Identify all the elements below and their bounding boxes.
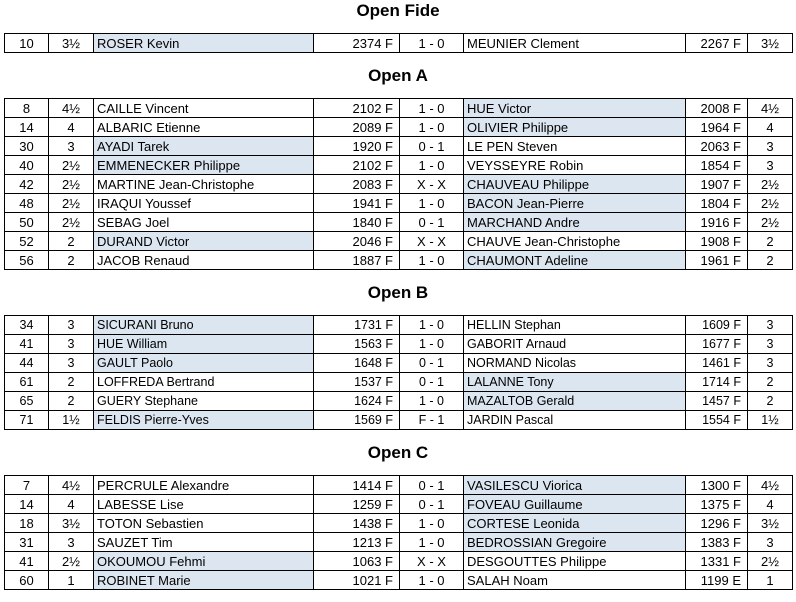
white-rating: 2083 F <box>314 175 400 194</box>
black-player: BEDROSSIAN Gregoire <box>464 533 686 552</box>
table-row <box>5 232 793 251</box>
pairings-table <box>4 475 793 590</box>
white-points: 2½ <box>49 213 94 232</box>
black-rating: 2063 F <box>686 137 748 156</box>
black-player: LALANNE Tony <box>464 373 686 392</box>
black-rating: 1375 F <box>686 495 748 514</box>
white-player: PERCRULE Alexandre <box>94 476 314 495</box>
black-player: VEYSSEYRE Robin <box>464 156 686 175</box>
board-number: 41 <box>5 335 49 354</box>
white-rating: 2046 F <box>314 232 400 251</box>
black-rating: 1961 F <box>686 251 748 270</box>
black-rating: 1461 F <box>686 354 748 373</box>
game-result: X - X <box>400 552 464 571</box>
white-player: LOFFREDA Bertrand <box>94 373 314 392</box>
black-rating: 1296 F <box>686 514 748 533</box>
white-player: SICURANI Bruno <box>94 316 314 335</box>
table-row <box>5 118 793 137</box>
game-result: 1 - 0 <box>400 335 464 354</box>
black-rating: 2267 F <box>686 34 748 53</box>
white-points: 3½ <box>49 514 94 533</box>
table-row <box>5 354 793 373</box>
table-row <box>5 34 793 53</box>
white-rating: 2089 F <box>314 118 400 137</box>
game-result: 1 - 0 <box>400 34 464 53</box>
black-rating: 1907 F <box>686 175 748 194</box>
black-points: 3 <box>748 335 793 354</box>
game-result: 1 - 0 <box>400 251 464 270</box>
board-number: 14 <box>5 495 49 514</box>
board-number: 31 <box>5 533 49 552</box>
game-result: 0 - 1 <box>400 354 464 373</box>
white-points: 3 <box>49 137 94 156</box>
white-player: EMMENECKER Philippe <box>94 156 314 175</box>
black-player: DESGOUTTES Philippe <box>464 552 686 571</box>
black-player: CHAUVE Jean-Christophe <box>464 232 686 251</box>
black-points: 1 <box>748 571 793 590</box>
white-rating: 1569 F <box>314 411 400 430</box>
black-points: 3½ <box>748 514 793 533</box>
white-points: 4 <box>49 118 94 137</box>
black-points: 4 <box>748 495 793 514</box>
black-points: 4½ <box>748 476 793 495</box>
table-row <box>5 137 793 156</box>
board-number: 7 <box>5 476 49 495</box>
white-player: CAILLE Vincent <box>94 99 314 118</box>
white-points: 2½ <box>49 175 94 194</box>
black-rating: 1300 F <box>686 476 748 495</box>
white-rating: 1648 F <box>314 354 400 373</box>
black-player: HELLIN Stephan <box>464 316 686 335</box>
black-rating: 1854 F <box>686 156 748 175</box>
black-player: LE PEN Steven <box>464 137 686 156</box>
white-points: 2½ <box>49 552 94 571</box>
section-title: Open B <box>367 283 429 302</box>
board-number: 8 <box>5 99 49 118</box>
board-number: 48 <box>5 194 49 213</box>
board-number: 18 <box>5 514 49 533</box>
black-points: 2 <box>748 392 793 411</box>
table-row <box>5 373 793 392</box>
black-rating: 1383 F <box>686 533 748 552</box>
game-result: F - 1 <box>400 411 464 430</box>
black-player: HUE Victor <box>464 99 686 118</box>
white-rating: 1021 F <box>314 571 400 590</box>
board-number: 71 <box>5 411 49 430</box>
game-result: X - X <box>400 232 464 251</box>
black-rating: 2008 F <box>686 99 748 118</box>
game-result: 0 - 1 <box>400 137 464 156</box>
white-rating: 1920 F <box>314 137 400 156</box>
black-points: 3 <box>748 316 793 335</box>
game-result: 1 - 0 <box>400 118 464 137</box>
black-points: 2½ <box>748 213 793 232</box>
white-player: ALBARIC Etienne <box>94 118 314 137</box>
game-result: 1 - 0 <box>400 571 464 590</box>
black-points: 3 <box>748 533 793 552</box>
black-player: NORMAND Nicolas <box>464 354 686 373</box>
white-points: 1 <box>49 571 94 590</box>
game-result: 1 - 0 <box>400 316 464 335</box>
white-rating: 1438 F <box>314 514 400 533</box>
board-number: 44 <box>5 354 49 373</box>
black-points: 2 <box>748 373 793 392</box>
pairings-table <box>4 315 793 430</box>
black-rating: 1964 F <box>686 118 748 137</box>
white-points: 2 <box>49 232 94 251</box>
white-rating: 1624 F <box>314 392 400 411</box>
white-player: OKOUMOU Fehmi <box>94 552 314 571</box>
game-result: 1 - 0 <box>400 514 464 533</box>
black-points: 4 <box>748 118 793 137</box>
black-points: 3½ <box>748 34 793 53</box>
black-rating: 1916 F <box>686 213 748 232</box>
section-title: Open Fide <box>356 1 440 20</box>
black-rating: 1609 F <box>686 316 748 335</box>
white-player: DURAND Victor <box>94 232 314 251</box>
white-player: ROSER Kevin <box>94 34 314 53</box>
white-rating: 2102 F <box>314 99 400 118</box>
black-player: FOVEAU Guillaume <box>464 495 686 514</box>
board-number: 42 <box>5 175 49 194</box>
game-result: 0 - 1 <box>400 373 464 392</box>
table-row <box>5 316 793 335</box>
table-row <box>5 476 793 495</box>
white-points: 2 <box>49 373 94 392</box>
white-rating: 1213 F <box>314 533 400 552</box>
white-rating: 1414 F <box>314 476 400 495</box>
section-title: Open A <box>368 66 428 85</box>
white-points: 3 <box>49 335 94 354</box>
table-row <box>5 99 793 118</box>
board-number: 30 <box>5 137 49 156</box>
white-points: 2½ <box>49 156 94 175</box>
black-rating: 1804 F <box>686 194 748 213</box>
white-rating: 1941 F <box>314 194 400 213</box>
white-rating: 1731 F <box>314 316 400 335</box>
table-row <box>5 194 793 213</box>
white-points: 3 <box>49 354 94 373</box>
game-result: 0 - 1 <box>400 495 464 514</box>
table-row <box>5 251 793 270</box>
black-rating: 1908 F <box>686 232 748 251</box>
white-rating: 1887 F <box>314 251 400 270</box>
black-player: VASILESCU Viorica <box>464 476 686 495</box>
white-points: 1½ <box>49 411 94 430</box>
white-rating: 2374 F <box>314 34 400 53</box>
black-player: GABORIT Arnaud <box>464 335 686 354</box>
white-points: 3½ <box>49 34 94 53</box>
white-player: GAULT Paolo <box>94 354 314 373</box>
white-player: AYADI Tarek <box>94 137 314 156</box>
black-rating: 1457 F <box>686 392 748 411</box>
black-points: 3 <box>748 156 793 175</box>
black-points: 2 <box>748 251 793 270</box>
board-number: 41 <box>5 552 49 571</box>
black-points: 3 <box>748 137 793 156</box>
black-rating: 1199 E <box>686 571 748 590</box>
board-number: 14 <box>5 118 49 137</box>
white-player: SEBAG Joel <box>94 213 314 232</box>
black-points: 2½ <box>748 552 793 571</box>
black-player: CHAUVEAU Philippe <box>464 175 686 194</box>
board-number: 60 <box>5 571 49 590</box>
white-player: FELDIS Pierre-Yves <box>94 411 314 430</box>
table-row <box>5 571 793 590</box>
black-points: 4½ <box>748 99 793 118</box>
white-rating: 2102 F <box>314 156 400 175</box>
section-title: Open C <box>367 443 429 462</box>
table-row <box>5 411 793 430</box>
black-player: CHAUMONT Adeline <box>464 251 686 270</box>
black-player: SALAH Noam <box>464 571 686 590</box>
game-result: X - X <box>400 175 464 194</box>
table-row <box>5 213 793 232</box>
black-player: MAZALTOB Gerald <box>464 392 686 411</box>
white-points: 4½ <box>49 476 94 495</box>
table-row <box>5 175 793 194</box>
black-points: 3 <box>748 354 793 373</box>
game-result: 1 - 0 <box>400 533 464 552</box>
black-rating: 1554 F <box>686 411 748 430</box>
pairings-table <box>4 98 793 270</box>
black-rating: 1714 F <box>686 373 748 392</box>
white-player: ROBINET Marie <box>94 571 314 590</box>
black-rating: 1331 F <box>686 552 748 571</box>
white-rating: 1563 F <box>314 335 400 354</box>
white-rating: 1063 F <box>314 552 400 571</box>
table-row <box>5 514 793 533</box>
black-rating: 1677 F <box>686 335 748 354</box>
white-player: TOTON Sebastien <box>94 514 314 533</box>
game-result: 0 - 1 <box>400 476 464 495</box>
board-number: 10 <box>5 34 49 53</box>
game-result: 1 - 0 <box>400 194 464 213</box>
game-result: 0 - 1 <box>400 213 464 232</box>
white-points: 4½ <box>49 99 94 118</box>
table-row <box>5 335 793 354</box>
black-player: CORTESE Leonida <box>464 514 686 533</box>
game-result: 1 - 0 <box>400 156 464 175</box>
black-points: 1½ <box>748 411 793 430</box>
board-number: 34 <box>5 316 49 335</box>
white-points: 2 <box>49 392 94 411</box>
white-rating: 1259 F <box>314 495 400 514</box>
white-points: 2 <box>49 251 94 270</box>
game-result: 1 - 0 <box>400 99 464 118</box>
white-player: HUE William <box>94 335 314 354</box>
white-rating: 1537 F <box>314 373 400 392</box>
white-player: JACOB Renaud <box>94 251 314 270</box>
white-points: 4 <box>49 495 94 514</box>
black-points: 2½ <box>748 175 793 194</box>
game-result: 1 - 0 <box>400 392 464 411</box>
white-points: 2½ <box>49 194 94 213</box>
black-player: MEUNIER Clement <box>464 34 686 53</box>
table-row <box>5 392 793 411</box>
black-player: MARCHAND Andre <box>464 213 686 232</box>
board-number: 56 <box>5 251 49 270</box>
white-points: 3 <box>49 316 94 335</box>
black-player: OLIVIER Philippe <box>464 118 686 137</box>
black-player: JARDIN Pascal <box>464 411 686 430</box>
board-number: 65 <box>5 392 49 411</box>
board-number: 50 <box>5 213 49 232</box>
table-row <box>5 156 793 175</box>
board-number: 52 <box>5 232 49 251</box>
white-player: MARTINE Jean-Christophe <box>94 175 314 194</box>
board-number: 40 <box>5 156 49 175</box>
white-player: SAUZET Tim <box>94 533 314 552</box>
white-points: 3 <box>49 533 94 552</box>
board-number: 61 <box>5 373 49 392</box>
black-points: 2½ <box>748 194 793 213</box>
black-points: 2 <box>748 232 793 251</box>
black-player: BACON Jean-Pierre <box>464 194 686 213</box>
table-row <box>5 533 793 552</box>
white-player: IRAQUI Youssef <box>94 194 314 213</box>
pairings-table <box>4 33 793 53</box>
table-row <box>5 552 793 571</box>
white-rating: 1840 F <box>314 213 400 232</box>
table-row <box>5 495 793 514</box>
white-player: LABESSE Lise <box>94 495 314 514</box>
white-player: GUERY Stephane <box>94 392 314 411</box>
